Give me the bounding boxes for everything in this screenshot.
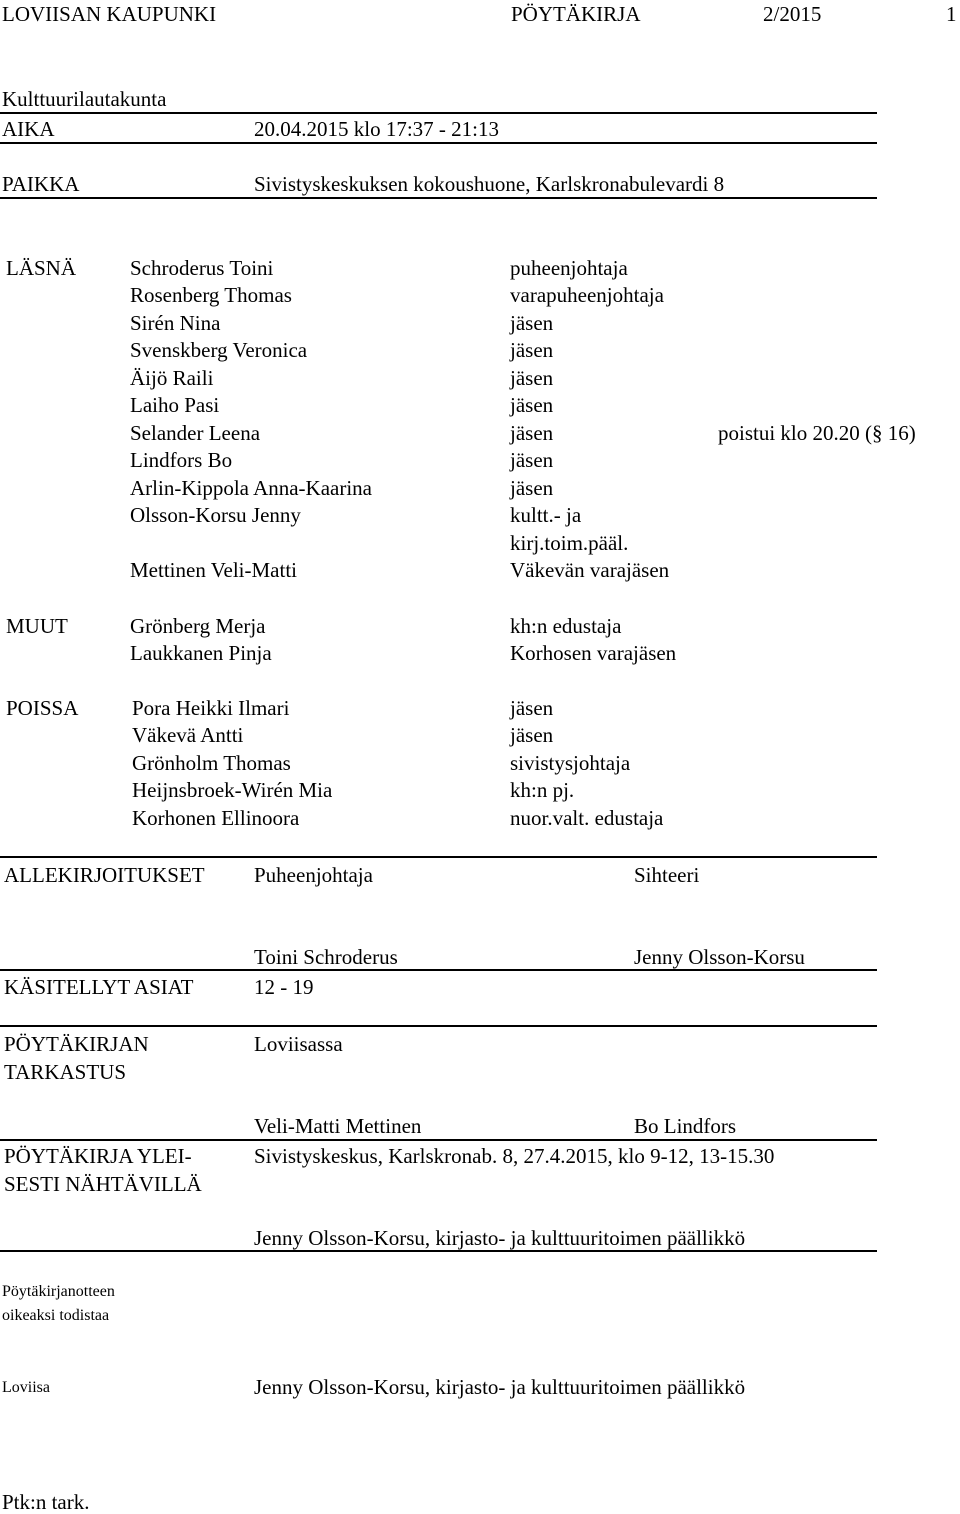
secretary-signature-name: Jenny Olsson-Korsu (634, 945, 805, 969)
poissa-label: POISSA (6, 696, 79, 720)
nahtavilla-label: PÖYTÄKIRJA YLEI- (4, 1144, 192, 1168)
member-name: Sirén Nina (130, 311, 221, 335)
member-role: varapuheenjohtaja (510, 283, 664, 307)
header-page-number: 1 (946, 2, 957, 26)
secretary-title: Sihteeri (634, 863, 700, 887)
member-name: Lindfors Bo (130, 448, 233, 472)
divider (0, 1139, 877, 1141)
divider (0, 1025, 877, 1027)
divider (0, 112, 877, 114)
nahtavilla-signer: Jenny Olsson-Korsu, kirjasto- ja kulttuuritoimen päällikkö (254, 1226, 746, 1250)
paikka-label: PAIKKA (2, 172, 80, 196)
member-name: Mettinen Veli-Matti (130, 558, 298, 582)
divider (0, 142, 877, 144)
member-role: puheenjohtaja (510, 256, 628, 280)
member-role: Väkevän varajäsen (510, 558, 670, 582)
tarkastus-label: PÖYTÄKIRJAN (4, 1032, 149, 1056)
checker-name: Veli-Matti Mettinen (254, 1114, 422, 1138)
checker-name: Bo Lindfors (634, 1114, 737, 1138)
member-name: Svenskberg Veronica (130, 338, 308, 362)
header-doc-type: PÖYTÄKIRJA (511, 2, 641, 26)
tarkastus-place: Loviisassa (254, 1032, 343, 1056)
nahtavilla-value: Sivistyskeskus, Karlskronab. 8, 27.4.2015, klo 9-12, 13-15.30 (254, 1144, 775, 1168)
member-role: jäsen (510, 366, 554, 390)
member-role: jäsen (510, 311, 554, 335)
member-role: kultt.- ja (510, 503, 582, 527)
member-name: Selander Leena (130, 421, 261, 445)
divider (0, 197, 877, 199)
ote-label: Pöytäkirjanotteen (2, 1283, 115, 1300)
footer-note: Ptk:n tark. (2, 1490, 90, 1514)
member-role: kh:n pj. (510, 778, 575, 802)
nahtavilla-label-line2: SESTI NÄHTÄVILLÄ (4, 1172, 202, 1196)
member-name: Laukkanen Pinja (130, 641, 272, 665)
kasitellyt-label: KÄSITELLYT ASIAT (4, 975, 194, 999)
member-name: Grönholm Thomas (132, 751, 291, 775)
divider (0, 1250, 877, 1252)
chair-title: Puheenjohtaja (254, 863, 373, 887)
member-role: jäsen (510, 696, 554, 720)
divider (0, 969, 877, 971)
member-name: Grönberg Merja (130, 614, 266, 638)
member-name: Väkevä Antti (132, 723, 244, 747)
member-role: kh:n edustaja (510, 614, 622, 638)
chair-signature-name: Toini Schroderus (254, 945, 398, 969)
member-role: jäsen (510, 723, 554, 747)
ote-place: Loviisa (2, 1379, 50, 1396)
member-role: nuor.valt. edustaja (510, 806, 664, 830)
member-name: Korhonen Ellinoora (132, 806, 300, 830)
member-name: Pora Heikki Ilmari (132, 696, 290, 720)
member-role: jäsen (510, 338, 554, 362)
divider (0, 856, 877, 858)
muut-label: MUUT (6, 614, 68, 638)
member-role: jäsen (510, 448, 554, 472)
member-note: poistui klo 20.20 (§ 16) (718, 421, 916, 445)
kasitellyt-value: 12 - 19 (254, 975, 314, 999)
member-name: Arlin-Kippola Anna-Kaarina (130, 476, 373, 500)
member-name: Schroderus Toini (130, 256, 274, 280)
ote-label-line2: oikeaksi todistaa (2, 1307, 110, 1324)
header-doc-number: 2/2015 (763, 2, 822, 26)
member-role: Korhosen varajäsen (510, 641, 677, 665)
member-name: Heijnsbroek-Wirén Mia (132, 778, 333, 802)
member-role: sivistysjohtaja (510, 751, 631, 775)
tarkastus-label-line2: TARKASTUS (4, 1060, 127, 1084)
aika-label: AIKA (2, 117, 55, 141)
member-name: Olsson-Korsu Jenny (130, 503, 301, 527)
header-city: LOVIISAN KAUPUNKI (2, 2, 217, 26)
member-role: jäsen (510, 421, 554, 445)
member-role-line2: kirj.toim.pääl. (510, 531, 629, 555)
paikka-value: Sivistyskeskuksen kokoushuone, Karlskronabulevardi 8 (254, 172, 725, 196)
member-role: jäsen (510, 393, 554, 417)
lasna-label: LÄSNÄ (6, 256, 77, 280)
member-name: Äijö Raili (130, 366, 214, 390)
allekirjoitukset-label: ALLEKIRJOITUKSET (4, 863, 205, 887)
member-name: Laiho Pasi (130, 393, 220, 417)
ote-signer: Jenny Olsson-Korsu, kirjasto- ja kulttuuritoimen päällikkö (254, 1375, 746, 1399)
member-role: jäsen (510, 476, 554, 500)
aika-value: 20.04.2015 klo 17:37 - 21:13 (254, 117, 499, 141)
member-name: Rosenberg Thomas (130, 283, 292, 307)
committee-name: Kulttuurilautakunta (2, 87, 167, 111)
